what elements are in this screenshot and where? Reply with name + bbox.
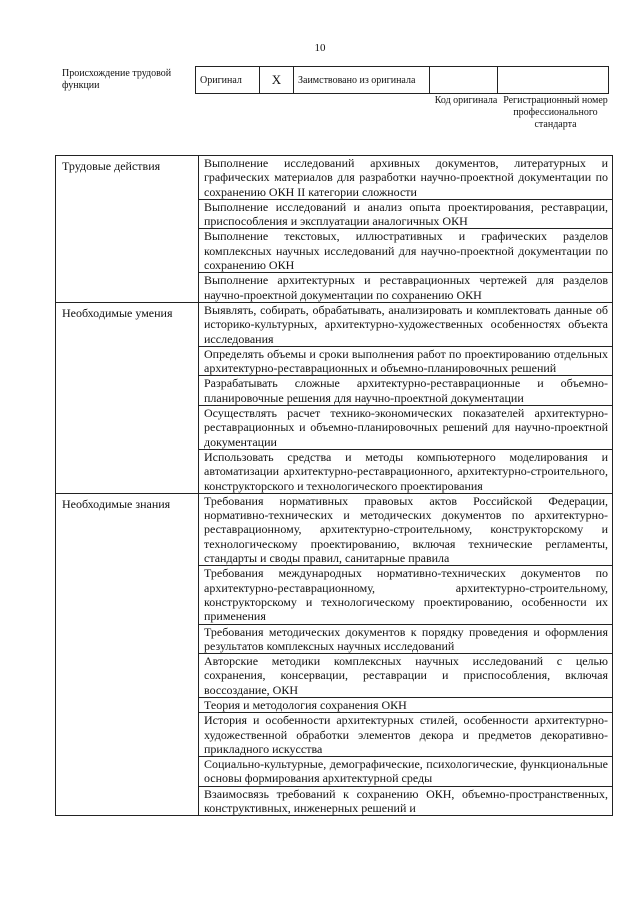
table-cell: Выполнение архитектурных и реставрационных чертежей для разделов научно-проектной документации по сохранению ОКН	[199, 273, 613, 303]
table-cell: Требования методических документов к порядку проведения и оформления результатов комплексных научных исследований	[199, 624, 613, 654]
table-cell: Выполнение исследований архивных документов, литературных и графических материалов для разработки научно-проектной документации по сохранению ОКН II категории сложности	[199, 156, 613, 200]
table-cell: Социально-культурные, демографические, психологические, функциональные основы формирования архитектурной среды	[199, 757, 613, 787]
table-cell: Теория и методология сохранения ОКН	[199, 697, 613, 712]
table-cell: Выполнение текстовых, иллюстративных и графических разделов комплексных научных исследований для научно-проектной документации по сохранению ОКН	[199, 229, 613, 273]
table-cell: Взаимосвязь требований к сохранению ОКН, объемно-пространственных, конструктивных, инженерных решений и	[199, 786, 613, 816]
section-title-skills: Необходимые умения	[56, 302, 199, 493]
function-table	[55, 155, 613, 816]
table-cell: Разрабатывать сложные архитектурно-реставрационные и объемно-планировочные решения для научно-проектной документации	[199, 376, 613, 406]
reg-number-cell	[498, 67, 609, 94]
section-title-knowledge: Необходимые знания	[56, 493, 199, 816]
page-number: 10	[314, 42, 326, 54]
borrowed-cell: Заимствовано из оригинала	[294, 67, 430, 94]
origin-label: Происхождение трудовой функции	[62, 68, 172, 91]
table-row	[56, 156, 613, 200]
section-title-actions: Трудовые действия	[56, 156, 199, 303]
table-cell: Выполнение исследований и анализ опыта проектирования, реставрации, приспособления и эксплуатации аналогичных ОКН	[199, 199, 613, 229]
code-cell	[430, 67, 498, 94]
table-cell: Авторские методики комплексных научных исследований с целью сохранения, консервации, реставрации и приспособления, включая воссоздание, ОКН	[199, 654, 613, 698]
origin-table	[195, 66, 609, 94]
table-cell: Определять объемы и сроки выполнения работ по проектированию отдельных архитектурно-реставрационных и объемно-планировочных решений	[199, 346, 613, 376]
original-mark: X	[260, 67, 294, 94]
table-cell: Требования международных нормативно-технических документов по архитектурно-реставрационному, архитектурно-строительному, конструкторскому и технологическому проектированию, особенности их применения	[199, 566, 613, 624]
table-row	[56, 493, 613, 565]
original-cell: Оригинал	[196, 67, 260, 94]
table-cell: История и особенности архитектурных стилей, особенности архитектурно-художественной обработки элементов декора и предметов декоративно-прикладного искусства	[199, 713, 613, 757]
table-cell: Использовать средства и методы компьютерного моделирования и автоматизации архитектурно-реставрационного, архитектурно-строительного, конструкторского и технологического проектирования	[199, 449, 613, 493]
reg-number-caption: Регистрационный номер профессионального стандарта	[503, 95, 608, 130]
table-cell: Выявлять, собирать, обрабатывать, анализировать и комплектовать данные об историко-культурных, архитектурно-художественных особенностях объекта исследования	[199, 302, 613, 346]
table-row	[56, 302, 613, 346]
table-cell: Требования нормативных правовых актов Российской Федерации, нормативно-технических и методических документов по архитектурно-реставрационному, архитектурно-строительному, конструкторскому и технологическому проектированию, включая технические регламенты, стандарты и своды правил, санитарные правила	[199, 493, 613, 565]
table-cell: Осуществлять расчет технико-экономических показателей архитектурно-реставрационных и объемно-планировочных решений для научно-проектной документации	[199, 406, 613, 450]
code-caption: Код оригинала	[434, 95, 498, 106]
